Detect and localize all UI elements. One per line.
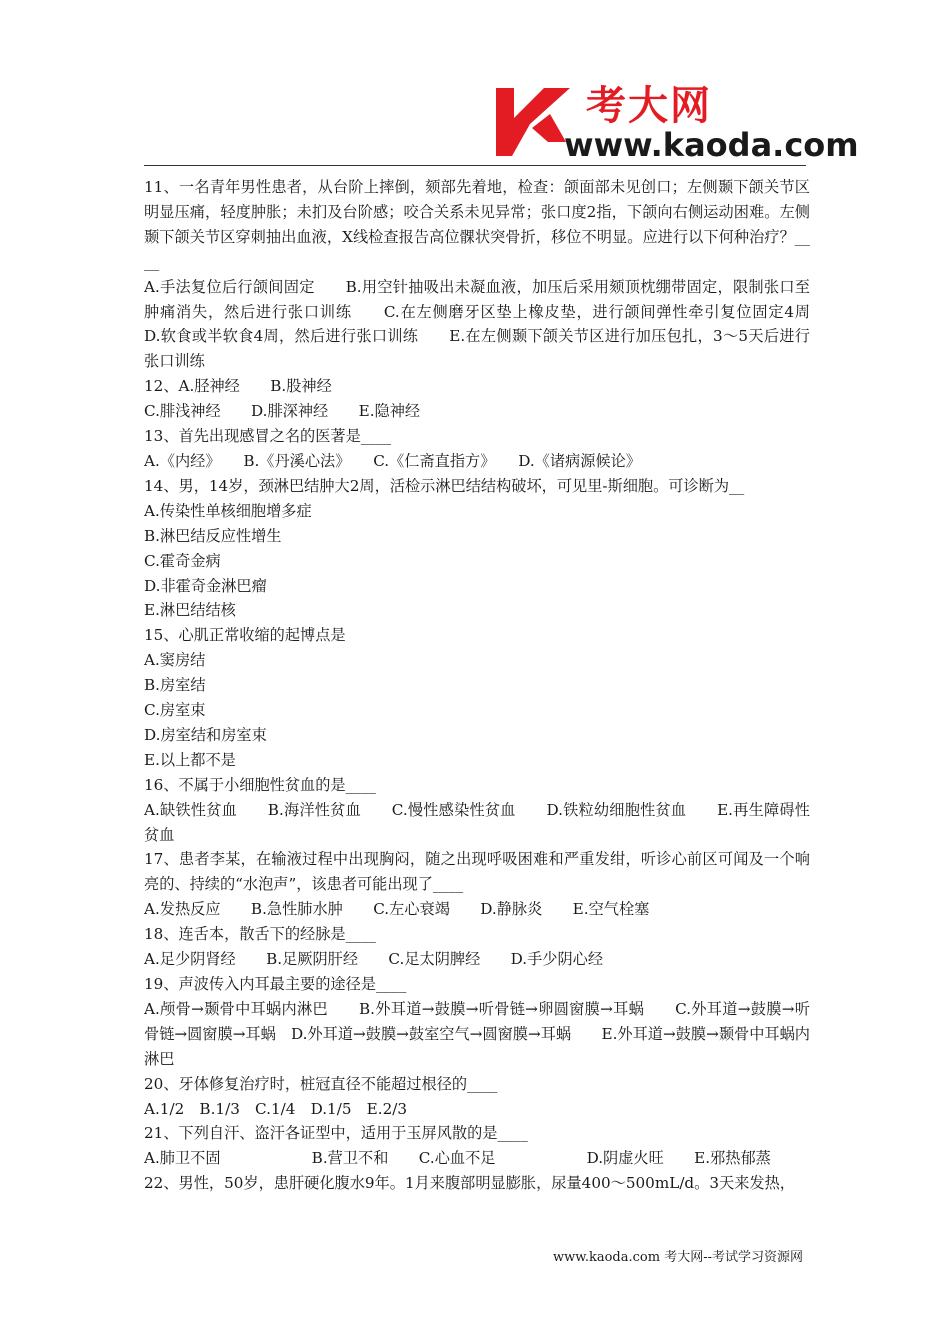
text-line: B.房室结 [144,676,206,695]
text-line: C.房室束 [144,701,206,720]
text-line: 12、A.胫神经 B.股神经 [144,377,332,396]
text-line: A.窦房结 [144,651,206,670]
text-line: B.淋巴结反应性增生 [144,526,282,545]
text-line: A.《内经》 B.《丹溪心法》 C.《仁斋直指方》 D.《诸病源候论》 [144,451,641,470]
document-body [144,175,841,1196]
text-line: 18、连舌本，散舌下的经脉是____ [144,925,376,944]
page-footer: www.kaoda.com 考大网--考试学习资源网 [553,1250,803,1265]
text-line: 14、男，14岁，颈淋巴结肿大2周，活检示淋巴结结构破坏，可见里-斯细胞。可诊断为__ [144,476,745,495]
text-line: 15、心肌正常收缩的起博点是 [144,626,346,645]
text-line: A.传染性单核细胞增多症 [144,501,312,520]
text-line: 21、下列自汗、盗汗各证型中，适用于玉屏风散的是____ [144,1124,528,1143]
text-line: A.1/2 B.1/3 C.1/4 D.1/5 E.2/3 [144,1099,408,1118]
text-line: E.以上都不是 [144,750,236,769]
text-line: A.发热反应 B.急性肺水肿 C.左心衰竭 D.静脉炎 E.空气栓塞 [144,900,650,919]
text-line: C.霍奇金病 [144,551,221,570]
text-line: 13、首先出现感冒之名的医著是____ [144,427,392,446]
kaoda-logo [492,83,859,164]
text-line: 16、不属于小细胞性贫血的是____ [144,775,376,794]
text-line: A.肺卫不固 B.营卫不和 C.心血不足 D.阴虚火旺 E.邪热郁蒸 [144,1149,771,1168]
logo-chinese-text: 考大网 [586,83,712,129]
text-line: D.非霍奇金淋巴瘤 [144,576,267,595]
text-line: A.手法复位后行颌间固定 B.用空针抽吸出未凝血液，加压后采用颏顶枕绷带固定，限制张口至肿痛消失，然后进行张口训练 C.在左侧磨牙区垫上橡皮垫，进行颌间弹性牵引复位固定4周 D.软食或半软食4周，然后进行张口训练 E.在左侧颞下颌关节区进行加压包扎，3～5天后进行张口训练 [144,277,841,371]
text-line: 17、患者李某，在输液过程中出现胸闷，随之出现呼吸困难和严重发绀，听诊心前区可闻及一个响亮的、持续的“水泡声”，该患者可能出现了____ [144,850,810,894]
text-line: 20、牙体修复治疗时，桩冠直径不能超过根径的____ [144,1074,498,1093]
text-line: 11、一名青年男性患者，从台阶上摔倒，颏部先着地，检查：颌面部未见创口；左侧颞下颌关节区明显压痛，轻度肿胀；未扪及台阶感；咬合关系未见异常；张口度2指，下颌向右侧运动困难。左侧颞下颌关节区穿刺抽出血液，X线检查报告高位髁状突骨折，移位不明显。应进行以下何种治疗？____ [144,178,810,271]
text-line: A.足少阴肾经 B.足厥阴肝经 C.足太阴脾经 D.手少阴心经 [144,950,604,969]
logo-url-text: www.kaoda.com [564,126,859,164]
text-line: A.颅骨→颞骨中耳蜗内淋巴 B.外耳道→鼓膜→听骨链→卵圆窗膜→耳蜗 C.外耳道→鼓膜→听骨链→圆窗膜→耳蜗 D.外耳道→鼓膜→鼓室空气→圆窗膜→耳蜗 E.外耳道→鼓膜→颞骨中耳蜗内淋巴 [144,999,810,1068]
text-line: D.房室结和房室束 [144,725,267,744]
text-line: E.淋巴结结核 [144,601,236,620]
text-line: 19、声波传入内耳最主要的途径是____ [144,975,407,993]
text-line: C.腓浅神经 D.腓深神经 E.隐神经 [144,402,421,421]
text-line: 22、男性，50岁，患肝硬化腹水9年。1月来腹部明显膨胀，尿量400～500mL/d。3天来发热， [144,1174,795,1193]
text-line: A.缺铁性贫血 B.海洋性贫血 C.慢性感染性贫血 D.铁粒幼细胞性贫血 E.再生障碍性贫血 [144,800,810,844]
header-divider [144,165,806,166]
